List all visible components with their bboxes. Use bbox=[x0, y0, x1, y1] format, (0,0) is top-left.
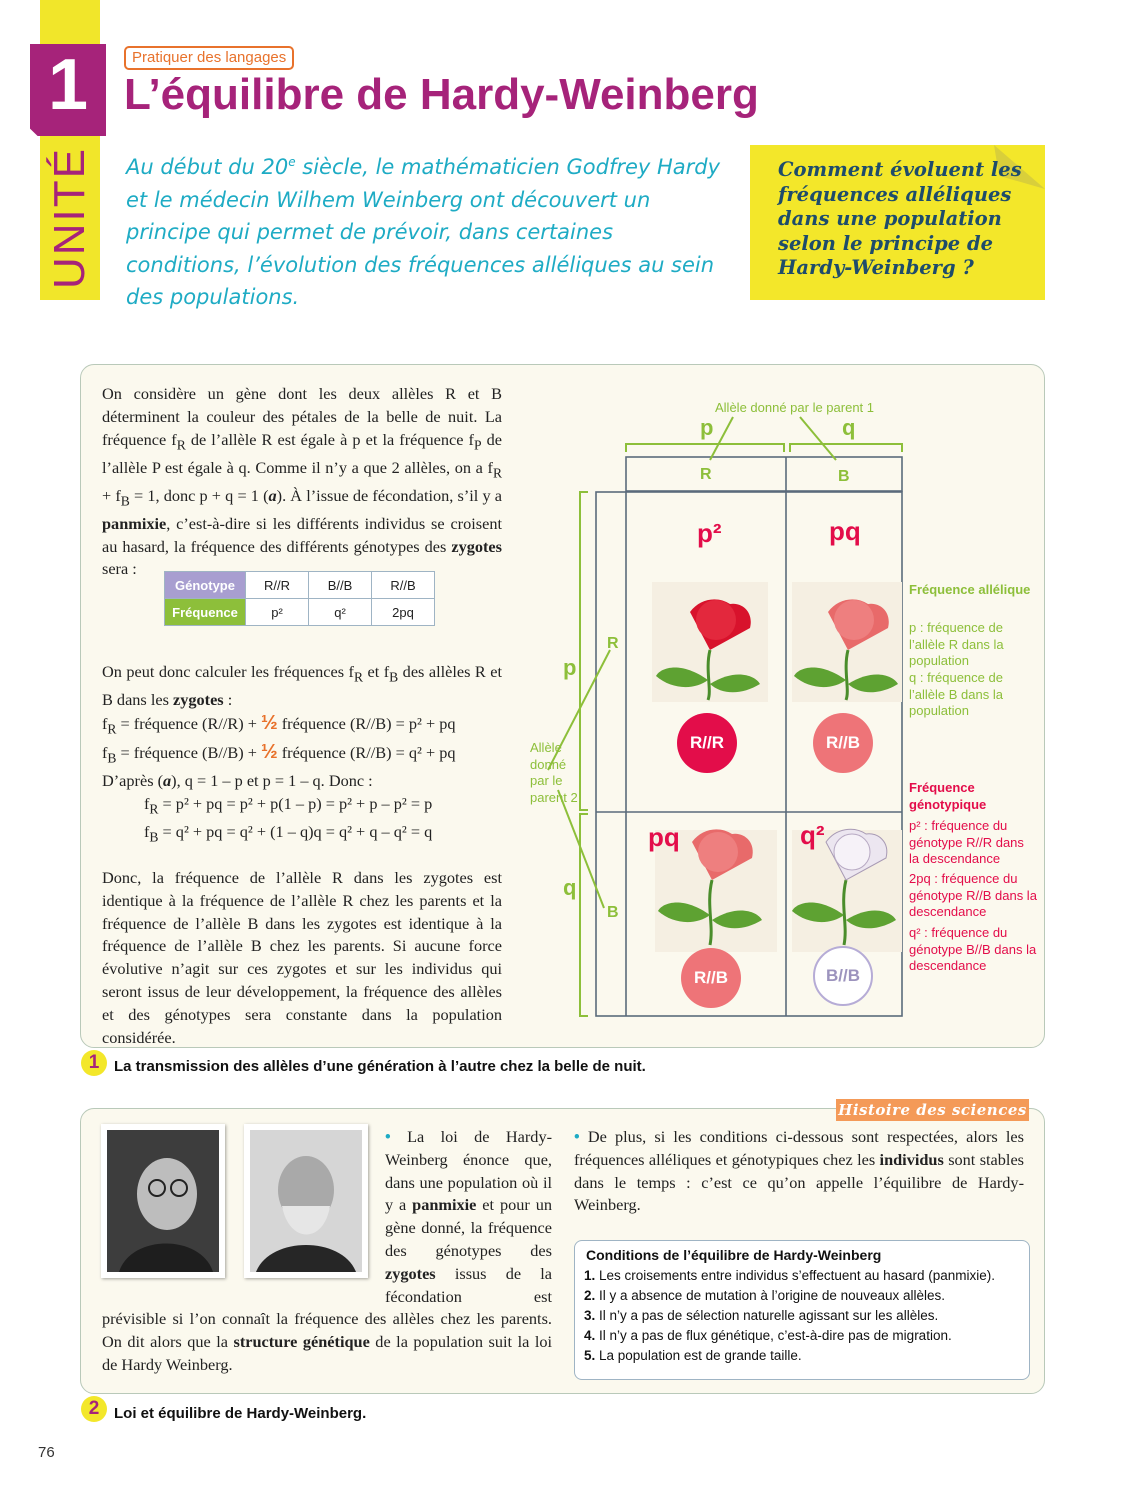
document-1-conclusion: Donc, la fréquence de l’allèle R dans les zygotes est identique à la fréquence de l’allèle R chez les parents et la fréquence de l’allèle B dans les zygotes est identique à la fréquence de l’allèle B chez les parents. Si aucune force évolutive n’agit sur ces zygotes et sur les individus qui seront issus de leur développement, la fréquence des allèles et des génotypes sera constante dans la population considérée. bbox=[102, 867, 502, 1047]
condition-item: 5. La population est de grande taille. bbox=[584, 1348, 802, 1363]
genotype-badge-rr: R//R bbox=[677, 713, 737, 773]
document-2-number: 2 bbox=[81, 1396, 107, 1422]
cell-frequency-q2: q² bbox=[800, 820, 825, 850]
parent-2-label: Allèle donné par le parent 2 bbox=[530, 740, 578, 805]
genotype-badge-rb: R//B bbox=[813, 713, 873, 773]
table-cell: R//B bbox=[372, 572, 435, 599]
cell-frequency-p2: p² bbox=[697, 518, 722, 548]
page-number: 76 bbox=[38, 1444, 55, 1461]
condition-item: 2. Il y a absence de mutation à l’origine de nouveaux allèles. bbox=[584, 1288, 945, 1303]
history-of-science-tag: Histoire des sciences bbox=[836, 1099, 1029, 1121]
document-1-number: 1 bbox=[81, 1050, 107, 1076]
document-2-caption: Loi et équilibre de Hardy-Weinberg. bbox=[114, 1405, 367, 1422]
genotype-badge-rb: R//B bbox=[681, 948, 741, 1008]
page-title: L’équilibre de Hardy-Weinberg bbox=[124, 70, 759, 119]
unit-label-text: UNITÉ bbox=[45, 147, 94, 289]
table-cell: p² bbox=[246, 599, 309, 626]
allele-b-left: B bbox=[607, 904, 619, 921]
intro-paragraph: Au début du 20e siècle, le mathématicien Godfrey Hardy et le médecin Wilhem Weinberg ont découvert un principe qui permet de prévoir, dans certaines conditions, l’évolution des fréquences alléliques au sein des populations. bbox=[126, 155, 721, 309]
table-cell: B//B bbox=[309, 572, 372, 599]
legend-genotypic-title: Fréquence génotypique bbox=[909, 780, 987, 812]
condition-item: 1. Les croisements entre individus s’effectuent au hasard (panmixie). bbox=[584, 1268, 995, 1283]
allele-frequency-p-top: p bbox=[700, 415, 714, 440]
table-cell: 2pq bbox=[372, 599, 435, 626]
document-2-right-text: • De plus, si les conditions ci-dessous sont respectées, alors les fréquences alléliques et génotypiques chez les individus sont stables dans le temps : c’est ce qu’on appelle l’équilibre de Hardy-Weinberg. bbox=[574, 1127, 1025, 1215]
allele-r-left: R bbox=[607, 635, 619, 652]
flower-rr-icon bbox=[652, 582, 768, 702]
legend-p2: p² : fréquence du génotype R//R dans la descendance bbox=[909, 818, 1024, 866]
cell-frequency-pq: pq bbox=[829, 516, 861, 546]
allele-frequency-q-left: q bbox=[563, 875, 577, 900]
conditions-title: Conditions de l’équilibre de Hardy-Weinberg bbox=[586, 1247, 882, 1263]
section-kicker: Pratiquer des langages bbox=[124, 46, 294, 70]
allele-r-top: R bbox=[700, 466, 712, 483]
table-cell: R//R bbox=[246, 572, 309, 599]
table-cell: q² bbox=[309, 599, 372, 626]
condition-item: 3. Il n’y a pas de sélection naturelle agissant sur les allèles. bbox=[584, 1308, 939, 1323]
document-1-caption: La transmission des allèles d’une génération à l’autre chez la belle de nuit. bbox=[114, 1058, 646, 1075]
table-header-frequency: Fréquence bbox=[165, 599, 246, 626]
allele-frequency-q-top: q bbox=[842, 415, 856, 440]
parent-1-label: Allèle donné par le parent 1 bbox=[715, 400, 875, 415]
allele-frequency-p-left: p bbox=[563, 655, 577, 680]
allele-b-top: B bbox=[838, 468, 850, 485]
guiding-question: Comment évoluent les fréquences alléliques dans une population selon le principe de Hardy-Weinberg ? bbox=[778, 158, 1022, 279]
unit-number: 1 bbox=[47, 45, 89, 125]
table-header-genotype: Génotype bbox=[165, 572, 246, 599]
legend-p: p : fréquence de l’allèle R dans la population bbox=[909, 620, 1004, 668]
document-2-left-text: • La loi de Hardy-Weinberg énonce que, dans une population où il y a panmixie et pour un gène donné, la fréquence des génotypes des zygotes issus de la fécondation est prévisible si l’on connaît la fréquence des allèles chez les parents. On dit alors que la structure génétique de la population suit la loi de Hardy Weinberg. bbox=[102, 1127, 553, 1374]
genotype-badge-bb: B//B bbox=[813, 946, 873, 1006]
document-1-text: On considère un gène dont les deux allèles R et B déterminent la couleur des pétales de la belle de nuit. La fréquence $f_R$ de l’allèle R est égale à p et la fréquence $f_P$ de l’allèle P est égale à q. Comme il n’y a que 2 allèles, on a $f_R + f_B = 1$, donc p + q = 1 (a). À l’issue de fécondation, s’il y a panmixie, c’est-à-dire si les différents individus se croisent au hasard, la fréquence des différents génotypes des zygotes sera : On peut donc calculer les fréquences $f_R$ et $f_B$ des allèles R et B dans les zygotes : $f_R$ = fréquence (R//R) + ½ fréquence (R//B) = p² + pq $f_B$ = fréquence (B//B) + ½ fréquence (R//B) = q² + pq D’après (a), q = 1 – p et p = 1 – q. Donc : $f_R = p^2$ + pq = p² + p(1 – p) = p² + p – p² = p $f_B = q^2$ + pq = q² + (1 – q)q = q² + q – q² = q Donc, la fréquence de l’allèle R dans les zygotes est identique à la fréquence de l’allèle R chez les parents et la fréquence de l’allèle B dans les zygotes est identique à la fréquence de l’allèle B chez les parents. Si aucune force évolutive n’agit sur ces zygotes et sur les individus qui seront issus de leur développement, la fréquence des allèles et des génotypes sera constante dans la population considérée. bbox=[102, 384, 502, 1047]
legend-q2: q² : fréquence du génotype B//B dans la descendance bbox=[909, 925, 1037, 973]
legend-allelic-title: Fréquence allélique bbox=[909, 582, 1031, 597]
flower-rb-icon bbox=[792, 582, 902, 702]
cell-frequency-pq: pq bbox=[648, 822, 680, 852]
legend-q: q : fréquence de l’allèle B dans la population bbox=[909, 670, 1003, 718]
legend-2pq: 2pq : fréquence du génotype R//B dans la descendance bbox=[909, 871, 1037, 919]
condition-item: 4. Il n’y a pas de flux génétique, c’est-à-dire pas de migration. bbox=[584, 1328, 952, 1343]
